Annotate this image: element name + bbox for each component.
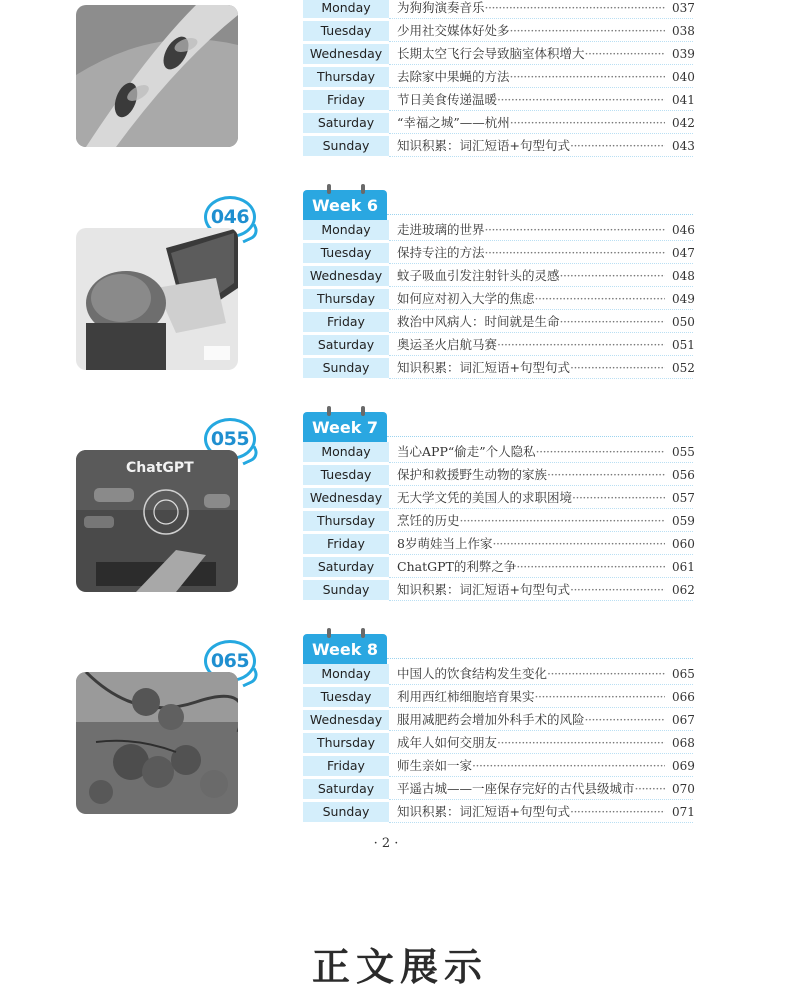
page-number: 059: [672, 514, 695, 528]
article-title: 知识积累：词汇短语+句型句式 ·····: [397, 802, 665, 822]
day-label: Wednesday: [303, 488, 389, 508]
day-label: Monday: [303, 220, 389, 240]
start-page-badge: 065: [204, 640, 256, 682]
article-title: 平遥古城——一座保存完好的古代县级城市 ·····: [397, 779, 665, 799]
page-number: 055: [672, 445, 695, 459]
page-number: 067: [672, 713, 695, 727]
page-number: 038: [672, 24, 695, 38]
page-number: 051: [672, 338, 695, 352]
day-label: Saturday: [303, 779, 389, 799]
list-item[interactable]: [0, 687, 790, 710]
page-number: 041: [672, 93, 695, 107]
article-title: 为狗狗演奏音乐 ·····: [397, 0, 665, 18]
day-label: Sunday: [303, 580, 389, 600]
list-item[interactable]: [0, 442, 790, 465]
day-label: Friday: [303, 90, 389, 110]
list-item[interactable]: [0, 488, 790, 511]
day-label: Sunday: [303, 136, 389, 156]
start-page-badge: 046: [204, 196, 256, 238]
day-label: Thursday: [303, 733, 389, 753]
article-title: 师生亲如一家 ·····: [397, 756, 665, 776]
list-item[interactable]: [0, 0, 790, 21]
page-number: 060: [672, 537, 695, 551]
list-item[interactable]: [0, 733, 790, 756]
list-item[interactable]: [0, 113, 790, 136]
page-number: 062: [672, 583, 695, 597]
article-title: “幸福之城”——杭州 ·····: [397, 113, 665, 133]
article-title: 去除家中果蝇的方法 ·····: [397, 67, 665, 87]
list-item[interactable]: [0, 511, 790, 534]
article-title: 利用西红柿细胞培育果实 ·····: [397, 687, 665, 707]
article-title: 成年人如何交朋友 ·····: [397, 733, 665, 753]
list-item[interactable]: [0, 779, 790, 802]
article-title: 节日美食传递温暖 ·····: [397, 90, 665, 110]
list-item[interactable]: [0, 220, 790, 243]
list-item[interactable]: [0, 136, 790, 159]
list-item[interactable]: [0, 289, 790, 312]
page-number: 043: [672, 139, 695, 153]
article-title: 长期太空飞行会导致脑室体积增大 ·····: [397, 44, 665, 64]
article-title: 中国人的饮食结构发生变化 ·····: [397, 664, 665, 684]
list-item[interactable]: [0, 358, 790, 381]
day-label: Wednesday: [303, 710, 389, 730]
day-label: Monday: [303, 442, 389, 462]
page-number: 069: [672, 759, 695, 773]
page-number: 070: [672, 782, 695, 796]
page-number: 071: [672, 805, 695, 819]
day-label: Wednesday: [303, 44, 389, 64]
list-item[interactable]: [0, 557, 790, 580]
footer-page-number: · 2 ·: [373, 836, 399, 851]
list-item[interactable]: [0, 21, 790, 44]
article-title: 知识积累：词汇短语+句型句式 ·····: [397, 580, 665, 600]
page-number: 037: [672, 1, 695, 15]
article-title: 蚊子吸血引发注射针头的灵感 ·····: [397, 266, 665, 286]
list-item[interactable]: [0, 335, 790, 358]
list-item[interactable]: [0, 802, 790, 825]
article-title: 保持专注的方法 ·····: [397, 243, 665, 263]
article-title: 服用减肥药会增加外科手术的风险 ·····: [397, 710, 665, 730]
day-label: Thursday: [303, 67, 389, 87]
day-label: Thursday: [303, 289, 389, 309]
article-title: 知识积累：词汇短语+句型句式 ·····: [397, 136, 665, 156]
day-label: Tuesday: [303, 21, 389, 41]
article-title: 少用社交媒体好处多 ·····: [397, 21, 665, 41]
day-label: Saturday: [303, 557, 389, 577]
article-title: 烹饪的历史 ·····: [397, 511, 665, 531]
list-item[interactable]: [0, 756, 790, 779]
page-number: 046: [672, 223, 695, 237]
week-label: Week 8: [311, 640, 379, 659]
day-label: Thursday: [303, 511, 389, 531]
list-item[interactable]: [0, 44, 790, 67]
page-number: 065: [672, 667, 695, 681]
week-tab: [303, 412, 387, 442]
list-item[interactable]: [0, 710, 790, 733]
day-label: Friday: [303, 534, 389, 554]
article-title: 保护和救援野生动物的家族 ·····: [397, 465, 665, 485]
list-item[interactable]: [0, 266, 790, 289]
day-label: Friday: [303, 756, 389, 776]
article-title: 奥运圣火启航马赛 ·····: [397, 335, 665, 355]
article-title: 8岁萌娃当上作家 ·····: [397, 534, 665, 554]
week-tab: [303, 634, 387, 664]
list-item[interactable]: [0, 67, 790, 90]
day-label: Saturday: [303, 113, 389, 133]
page-number: 061: [672, 560, 695, 574]
list-item[interactable]: [0, 90, 790, 113]
week-tab: [303, 190, 387, 220]
week-label: Week 7: [311, 418, 379, 437]
article-title: 走进玻璃的世界 ·····: [397, 220, 665, 240]
article-title: 救治中风病人：时间就是生命 ·····: [397, 312, 665, 332]
page-number: 066: [672, 690, 695, 704]
page-number: 068: [672, 736, 695, 750]
article-title: 知识积累：词汇短语+句型句式 ·····: [397, 358, 665, 378]
page-number: 052: [672, 361, 695, 375]
list-item[interactable]: [0, 664, 790, 687]
section-heading: 正文展示: [311, 945, 488, 989]
page-number: 048: [672, 269, 695, 283]
photo-caption: ChatGPT: [126, 460, 194, 476]
day-label: Saturday: [303, 335, 389, 355]
page-number: 042: [672, 116, 695, 130]
article-title: ChatGPT的利弊之争 ·····: [397, 557, 665, 577]
day-label: Friday: [303, 312, 389, 332]
start-page-badge: 055: [204, 418, 256, 460]
day-label: Tuesday: [303, 243, 389, 263]
week-label: Week 6: [311, 196, 379, 215]
day-label: Wednesday: [303, 266, 389, 286]
article-title: 当心APP“偷走”个人隐私 ·····: [397, 442, 665, 462]
list-item[interactable]: [0, 465, 790, 488]
page-number: 056: [672, 468, 695, 482]
list-item[interactable]: [0, 243, 790, 266]
day-label: Sunday: [303, 358, 389, 378]
page-number: 040: [672, 70, 695, 84]
page-number: 057: [672, 491, 695, 505]
list-item[interactable]: [0, 580, 790, 603]
page-number: 047: [672, 246, 695, 260]
day-label: Sunday: [303, 802, 389, 822]
day-label: Tuesday: [303, 687, 389, 707]
page-number: 049: [672, 292, 695, 306]
day-label: Monday: [303, 664, 389, 684]
article-title: 无大学文凭的美国人的求职困境 ·····: [397, 488, 665, 508]
list-item[interactable]: [0, 312, 790, 335]
list-item[interactable]: [0, 534, 790, 557]
day-label: Monday: [303, 0, 389, 18]
article-title: 如何应对初入大学的焦虑 ·····: [397, 289, 665, 309]
page-number: 039: [672, 47, 695, 61]
day-label: Tuesday: [303, 465, 389, 485]
page-number: 050: [672, 315, 695, 329]
